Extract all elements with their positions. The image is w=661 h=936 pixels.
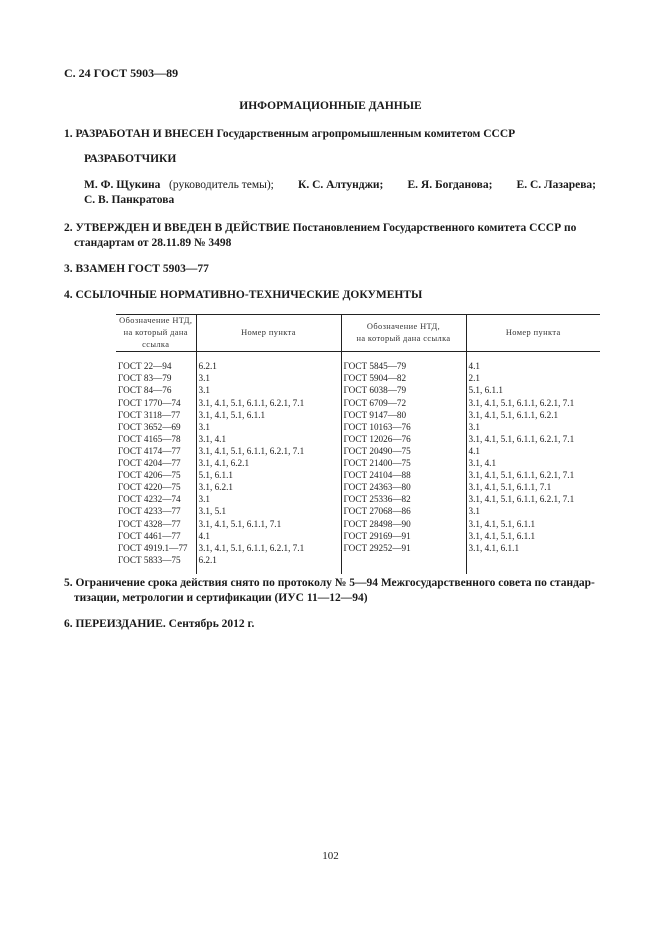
item-1-title: РАЗРАБОТАН И ВНЕСЕН: [75, 128, 214, 140]
header-doc-left: Обозначение НТД, на который дана ссылка: [116, 315, 196, 352]
table-row: [116, 530, 600, 542]
table-header-row: [116, 315, 600, 352]
table-row: [116, 542, 600, 554]
cell-clause-right: 3.1, 4.1, 5.1, 6.1.1: [468, 518, 536, 529]
cell-doc-right: ГОСТ 20490—75: [341, 445, 466, 457]
cell-doc-right: ГОСТ 24104—88: [341, 469, 466, 481]
cell-clause-right: 3.1, 4.1, 5.1, 6.1.1, 6.2.1: [468, 409, 559, 420]
cell-clause-left: 3.1, 4.1, 5.1, 6.1.1: [196, 409, 341, 421]
cell-doc-right: ГОСТ 27068—86: [341, 505, 466, 517]
cell-doc-left: ГОСТ 83—79: [116, 372, 196, 384]
cell-clause-right: 3.1, 4.1, 5.1, 6.1.1, 7.1: [468, 482, 552, 493]
cell-doc-right: ГОСТ 25336—82: [341, 493, 466, 505]
cell-clause-left: 3.1: [196, 372, 341, 384]
table-row: [116, 421, 600, 433]
item-6: [64, 617, 254, 632]
cell-clause-right: 3.1: [468, 506, 480, 517]
cell-clause-right: 5.1, 6.1.1: [468, 385, 503, 396]
table-row: [116, 554, 600, 574]
developer-name: М. Ф. Щукина: [84, 179, 161, 191]
cell-doc-right: ГОСТ 29252—91: [341, 542, 466, 554]
cell-clause-left: 5.1, 6.1.1: [196, 469, 341, 481]
cell-doc-left: ГОСТ 4204—77: [116, 457, 196, 469]
cell-doc-right: ГОСТ 6038—79: [341, 384, 466, 396]
cell-doc-left: ГОСТ 84—76: [116, 384, 196, 396]
table-row: [116, 505, 600, 517]
developer-name: С. В. Панкратова: [84, 194, 175, 206]
reference-table: [116, 314, 600, 574]
item-6-number: 6.: [64, 618, 73, 630]
item-2-text-line1: Постановлением Государственного комитета СССР по: [292, 222, 577, 234]
cell-clause-right: 3.1, 4.1, 5.1, 6.1.1, 6.2.1, 7.1: [468, 433, 575, 444]
cell-clause-left: 3.1, 4.1, 5.1, 6.1.1, 7.1: [196, 518, 341, 530]
cell-doc-left: ГОСТ 4232—74: [116, 493, 196, 505]
table-row: [116, 397, 600, 409]
item-6-text: ПЕРЕИЗДАНИЕ. Сентябрь 2012 г.: [75, 618, 255, 630]
cell-clause-left: 3.1, 4.1, 5.1, 6.1.1, 6.2.1, 7.1: [196, 542, 341, 554]
cell-clause-left: 3.1, 4.1, 5.1, 6.1.1, 6.2.1, 7.1: [196, 445, 341, 457]
item-5-line2: тизации, метрологии и сертификации (ИУС 11—12—94): [74, 592, 368, 604]
cell-clause-left: 3.1, 5.1: [196, 505, 341, 517]
cell-clause-right: 4.1: [468, 445, 480, 456]
developers-line-1: [84, 178, 596, 193]
item-2-number: 2.: [64, 222, 73, 234]
cell-clause-left: 3.1, 6.2.1: [196, 481, 341, 493]
cell-doc-left: ГОСТ 22—94: [116, 360, 196, 372]
cell-doc-right: ГОСТ 29169—91: [341, 530, 466, 542]
cell-clause-right: 3.1, 4.1, 5.1, 6.1.1, 6.2.1, 7.1: [468, 494, 575, 505]
cell-doc-left: ГОСТ 4919.1—77: [116, 542, 196, 554]
cell-doc-left: ГОСТ 4220—75: [116, 481, 196, 493]
item-4: [64, 288, 422, 303]
cell-doc-right: ГОСТ 9147—80: [341, 409, 466, 421]
developer-name: Е. Я. Богданова;: [407, 179, 493, 191]
item-3-text: ВЗАМЕН ГОСТ 5903—77: [75, 263, 209, 275]
cell-doc-left: ГОСТ 3118—77: [116, 409, 196, 421]
cell-doc-left: ГОСТ 4165—78: [116, 433, 196, 445]
developers-list: [84, 178, 596, 208]
cell-clause-left: 6.2.1: [196, 554, 341, 574]
table-row: [116, 481, 600, 493]
cell-doc-left: ГОСТ 4328—77: [116, 518, 196, 530]
cell-doc-right: ГОСТ 5904—82: [341, 372, 466, 384]
item-5: [64, 576, 604, 606]
developers-line-2: [84, 193, 596, 208]
cell-clause-right: 3.1, 4.1, 5.1, 6.1.1: [468, 530, 536, 541]
header-doc-right: Обозначение НТД, на который дана ссылка: [341, 315, 466, 352]
developer-name: Е. С. Лазарева;: [516, 179, 596, 191]
table-row: [116, 518, 600, 530]
item-5-number: 5.: [64, 577, 73, 589]
table-row: [116, 469, 600, 481]
table-row: [116, 457, 600, 469]
header-clause-left: Номер пункта: [196, 315, 341, 352]
cell-doc-right: ГОСТ 5845—79: [341, 360, 466, 372]
cell-doc-right: ГОСТ 24363—80: [341, 481, 466, 493]
item-4-text: ССЫЛОЧНЫЕ НОРМАТИВНО-ТЕХНИЧЕСКИЕ ДОКУМЕНТЫ: [75, 289, 423, 301]
cell-clause-right: 3.1, 4.1, 5.1, 6.1.1, 6.2.1, 7.1: [468, 470, 575, 481]
cell-doc-right: ГОСТ 12026—76: [341, 433, 466, 445]
page-header: С. 24 ГОСТ 5903—89: [64, 66, 179, 80]
cell-doc-right: ГОСТ 6709—72: [341, 397, 466, 409]
table-row: [116, 360, 600, 372]
item-4-number: 4.: [64, 289, 73, 301]
item-2-title: УТВЕРЖДЕН И ВВЕДЕН В ДЕЙСТВИЕ: [75, 222, 290, 234]
cell-clause-left: 3.1, 4.1: [196, 433, 341, 445]
developer-role: (руководитель темы);: [169, 179, 274, 191]
cell-clause-right: 3.1, 4.1, 5.1, 6.1.1, 6.2.1, 7.1: [468, 397, 575, 408]
cell-doc-right: ГОСТ 10163—76: [341, 421, 466, 433]
table-row: [116, 372, 600, 384]
item-1: [64, 127, 515, 142]
item-2-text-line2: стандартам от 28.11.89 № 3498: [74, 237, 232, 249]
cell-doc-right: [341, 554, 466, 574]
table-row: [116, 409, 600, 421]
cell-clause-left: 4.1: [196, 530, 341, 542]
cell-doc-left: ГОСТ 4461—77: [116, 530, 196, 542]
item-2: [64, 221, 604, 251]
item-3: [64, 262, 209, 277]
table-row: [116, 445, 600, 457]
cell-clause-left: 3.1: [196, 421, 341, 433]
cell-clause-right: 4.1: [468, 361, 480, 372]
cell-clause-left: 3.1: [196, 493, 341, 505]
cell-doc-left: ГОСТ 4206—75: [116, 469, 196, 481]
cell-clause-right: 3.1, 4.1, 6.1.1: [468, 542, 520, 553]
table-row: [116, 493, 600, 505]
cell-doc-right: ГОСТ 28498—90: [341, 518, 466, 530]
item-1-text: Государственным агропромышленным комитетом СССР: [216, 128, 516, 140]
table-row: [116, 384, 600, 396]
cell-doc-left: ГОСТ 3652—69: [116, 421, 196, 433]
cell-clause-right: 3.1: [468, 421, 480, 432]
cell-clause-left: 3.1, 4.1, 5.1, 6.1.1, 6.2.1, 7.1: [196, 397, 341, 409]
item-3-number: 3.: [64, 263, 73, 275]
cell-clause-left: 6.2.1: [196, 360, 341, 372]
cell-doc-left: ГОСТ 4174—77: [116, 445, 196, 457]
cell-doc-left: ГОСТ 4233—77: [116, 505, 196, 517]
cell-clause-right: [466, 554, 600, 574]
cell-doc-right: ГОСТ 21400—75: [341, 457, 466, 469]
cell-doc-left: ГОСТ 1770—74: [116, 397, 196, 409]
developer-name: К. С. Алтунджи;: [297, 179, 384, 191]
cell-clause-left: 3.1, 4.1, 6.2.1: [196, 457, 341, 469]
cell-clause-right: 2.1: [468, 373, 480, 384]
item-1-number: 1.: [64, 128, 73, 140]
table-row: [116, 433, 600, 445]
header-clause-right: Номер пункта: [466, 315, 600, 352]
developers-heading: РАЗРАБОТЧИКИ: [84, 153, 177, 165]
cell-clause-left: 3.1: [196, 384, 341, 396]
cell-doc-left: ГОСТ 5833—75: [116, 554, 196, 574]
cell-clause-right: 3.1, 4.1: [468, 458, 497, 469]
page-number: 102: [322, 850, 339, 862]
section-title: ИНФОРМАЦИОННЫЕ ДАННЫЕ: [239, 100, 422, 112]
item-5-line1: Ограничение срока действия снято по протоколу № 5—94 Межгосударственного совета по стандар-: [75, 577, 595, 589]
